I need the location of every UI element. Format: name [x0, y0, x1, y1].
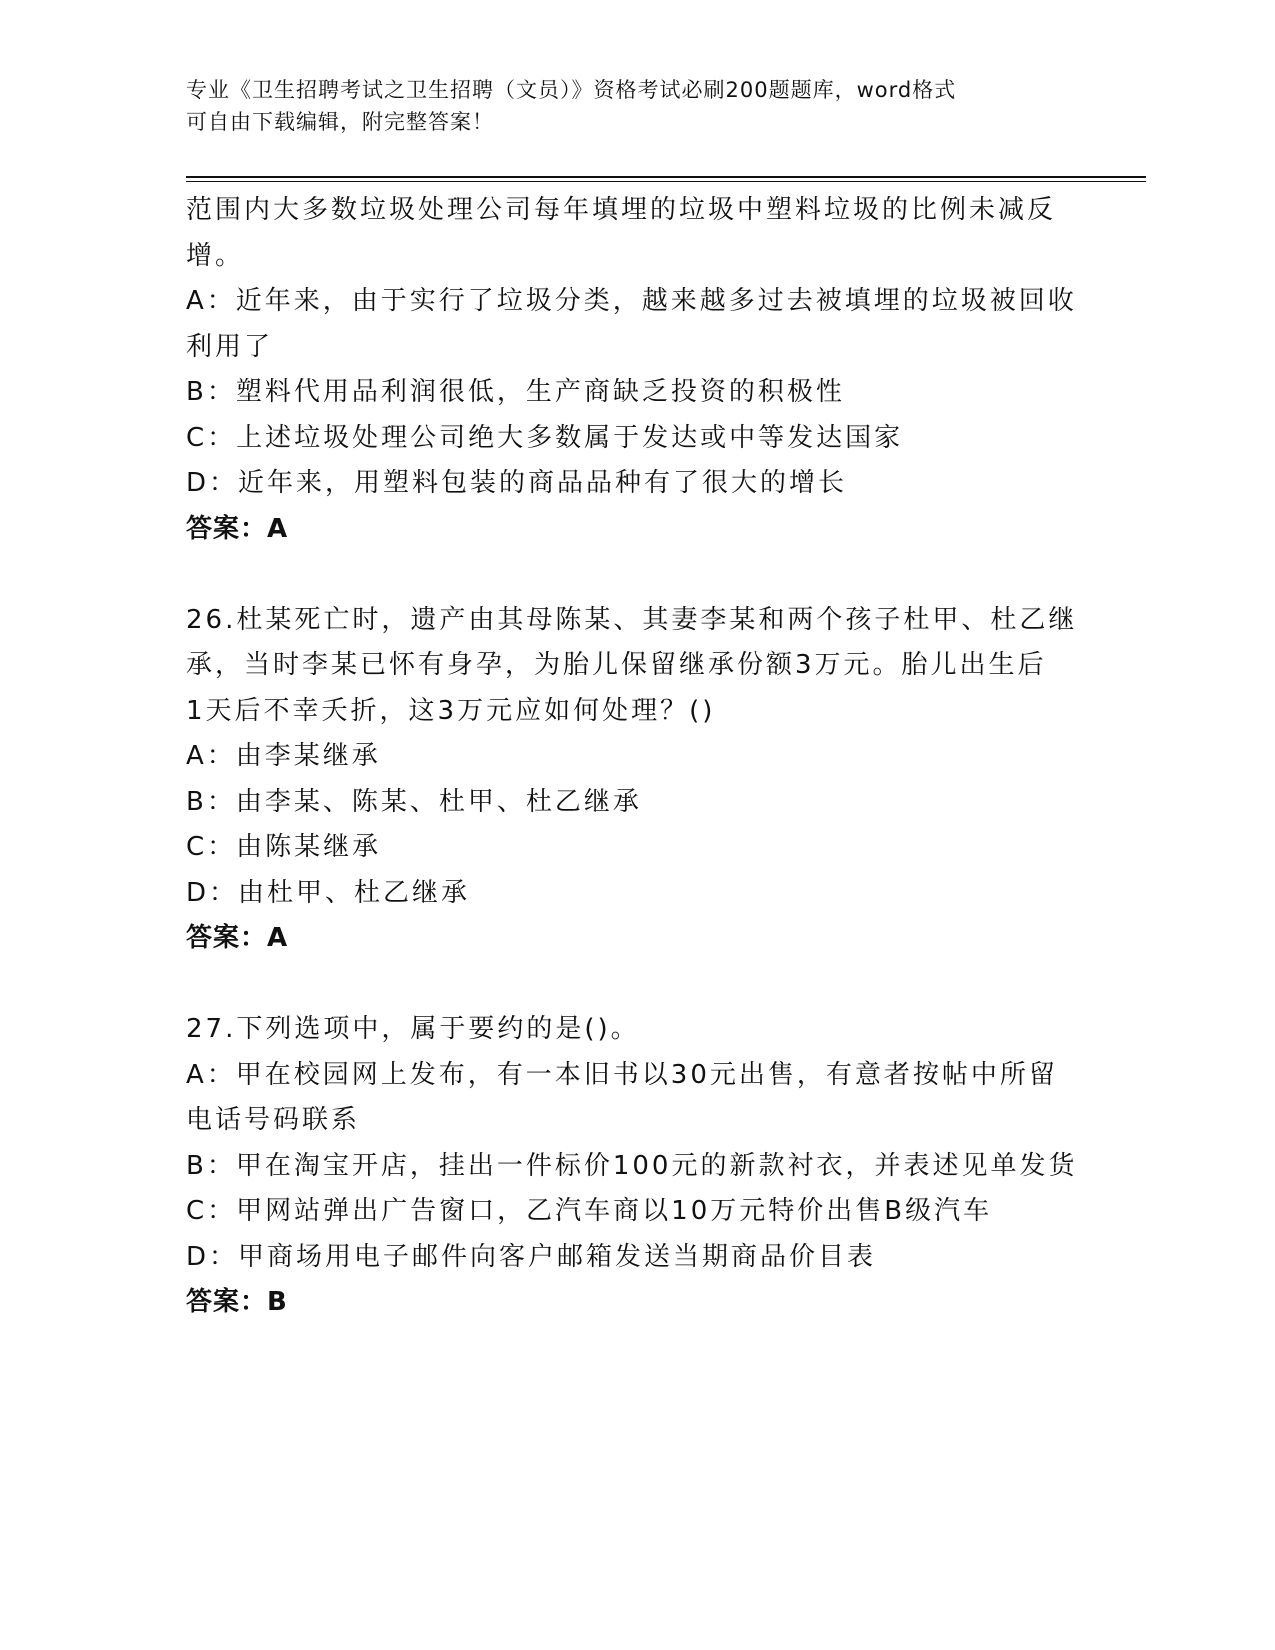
question-25-continued [186, 188, 1086, 552]
option-c: C：甲网站弹出广告窗口，乙汽车商以10万元特价出售B级汽车 [186, 1196, 993, 1226]
question-stem-line: 1天后不幸夭折，这3万元应如何处理？() [186, 695, 716, 726]
question-stem-line: 范围内大多数垃圾处理公司每年填埋的垃圾中塑料垃圾的比例未减反 [186, 195, 1057, 225]
option-b: B：塑料代用品利润很低，生产商缺乏投资的积极性 [186, 377, 845, 407]
option-c: C：上述垃圾处理公司绝大多数属于发达或中等发达国家 [186, 422, 904, 453]
question-stem-line: 承，当时李某已怀有身孕，为胎儿保留继承份额3万元。胎儿出生后 [186, 650, 1047, 680]
question-spacer [186, 552, 1086, 598]
answer-line: 答案：A [186, 513, 289, 544]
option-b: B：由李某、陈某、杜甲、杜乙继承 [186, 786, 642, 817]
header-divider-thick [186, 176, 1146, 178]
option-c: C：由陈某继承 [186, 832, 382, 862]
question-stem-line: 26.杜某死亡时，遗产由其母陈某、其妻李某和两个孩子杜甲、杜乙继 [186, 604, 1078, 635]
question-stem-line: 27.下列选项中，属于要约的是()。 [186, 1014, 640, 1044]
question-list [186, 188, 1086, 1326]
option-b: B：甲在淘宝开店，挂出一件标价100元的新款衬衣，并表述见单发货 [186, 1150, 1078, 1181]
answer-line: 答案：B [186, 1287, 288, 1317]
option-a: A：甲在校园网上发布，有一本旧书以30元出售，有意者按帖中所留 [186, 1059, 1058, 1090]
page-header [186, 74, 1086, 138]
option-d: D：近年来，用塑料包装的商品品种有了很大的增长 [186, 468, 848, 498]
answer-line: 答案：A [186, 923, 289, 953]
option-a: A：由李某继承 [186, 741, 381, 771]
header-title-line-2: 可自由下载编辑，附完整答案！ [186, 110, 494, 134]
question-26 [186, 598, 1086, 962]
question-stem-line: 增。 [186, 240, 245, 271]
header-divider-thin [186, 181, 1146, 182]
option-a-continued: 电话号码联系 [186, 1105, 361, 1135]
question-27 [186, 1007, 1086, 1326]
option-d: D：由杜甲、杜乙继承 [186, 877, 471, 908]
option-a-continued: 利用了 [186, 331, 274, 362]
option-d: D：甲商场用电子邮件向客户邮箱发送当期商品价目表 [186, 1241, 877, 1272]
header-title-line-1: 专业《卫生招聘考试之卫生招聘（文员）》资格考试必刷200题题库，word格式 [186, 78, 957, 102]
question-spacer [186, 962, 1086, 1008]
option-a: A：近年来，由于实行了垃圾分类，越来越多过去被填埋的垃圾被回收 [186, 286, 1077, 316]
